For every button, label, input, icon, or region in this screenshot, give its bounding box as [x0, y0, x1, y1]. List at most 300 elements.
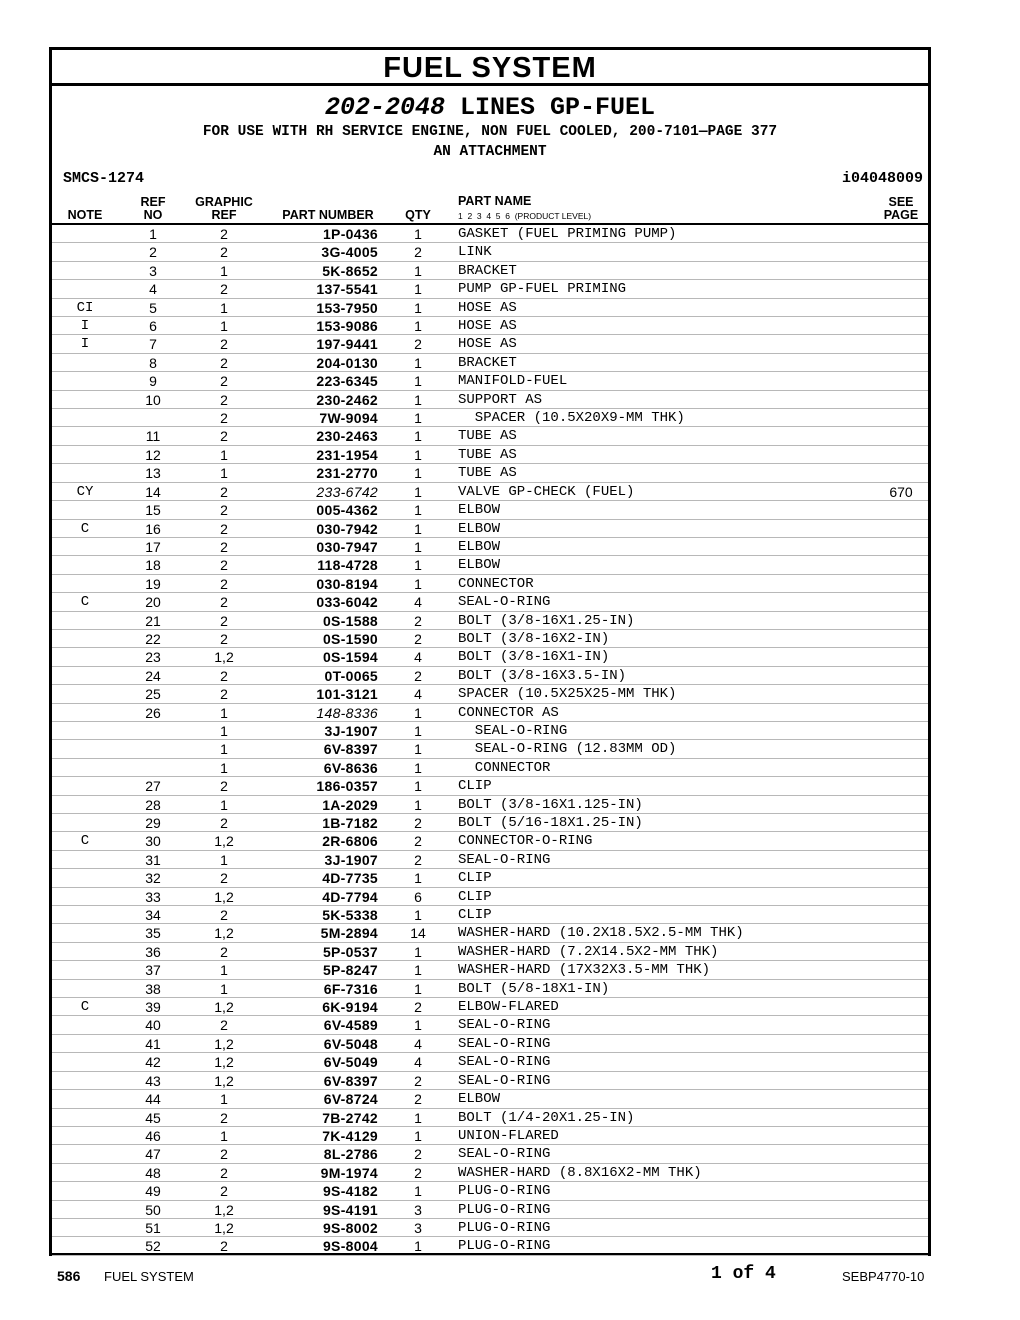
group-title [52, 94, 928, 122]
cell-ref-no: 38 [145, 980, 161, 997]
table-row [52, 648, 928, 666]
cell-qty: 4 [414, 1054, 422, 1071]
cell-graphic-ref: 2 [220, 1238, 228, 1255]
cell-part-number: 101-3121 [316, 686, 378, 703]
cell-part-name: SPACER (10.5X25X25-MM THK) [458, 686, 677, 703]
cell-part-number: 0S-1594 [322, 649, 378, 666]
cell-ref-no: 24 [145, 667, 161, 684]
cell-qty: 1 [414, 465, 422, 482]
cell-graphic-ref: 2 [220, 502, 228, 519]
col-part-number: PART NUMBER [282, 208, 374, 222]
cell-part-name: SEAL-O-RING [458, 594, 551, 611]
cell-ref-no: 26 [145, 704, 161, 721]
cell-graphic-ref: 2 [220, 244, 228, 261]
table-row [52, 685, 928, 703]
cell-part-name: SUPPORT AS [458, 391, 543, 408]
cell-ref-no: 7 [149, 336, 157, 353]
cell-qty: 1 [414, 446, 422, 463]
cell-qty: 1 [414, 299, 422, 316]
cell-graphic-ref: 1 [220, 759, 228, 776]
cell-ref-no: 3 [149, 262, 157, 279]
cell-graphic-ref: 2 [220, 281, 228, 298]
cell-graphic-ref: 2 [220, 815, 228, 831]
cell-qty: 1 [414, 520, 422, 537]
cell-graphic-ref: 2 [220, 1146, 228, 1163]
cell-part-number: 3J-1907 [324, 851, 378, 868]
cell-qty: 2 [414, 1164, 422, 1181]
table-row [52, 225, 928, 243]
table-row [52, 759, 928, 777]
cell-qty: 14 [410, 925, 426, 942]
cell-ref-no: 25 [145, 686, 161, 703]
cell-part-name: PLUG-O-RING [458, 1183, 551, 1200]
cell-part-name: PLUG-O-RING [458, 1201, 551, 1218]
cell-part-name: MANIFOLD-FUEL [458, 373, 568, 390]
table-row [52, 832, 928, 850]
cell-qty: 2 [414, 667, 422, 684]
cell-graphic-ref: 1 [220, 851, 228, 868]
cell-qty: 1 [414, 1017, 422, 1034]
table-row [52, 851, 928, 869]
cell-part-name: PLUG-O-RING [458, 1219, 551, 1236]
footer-sheet: 1 of 4 [711, 1264, 776, 1284]
cell-qty: 4 [414, 1035, 422, 1052]
cell-part-name: UNION-FLARED [458, 1127, 559, 1144]
cell-part-number: 005-4362 [316, 502, 378, 519]
cell-part-number: 197-9441 [316, 336, 378, 353]
table-row [52, 520, 928, 538]
cell-part-number: 6V-8397 [323, 1072, 378, 1089]
cell-part-number: 9S-8004 [322, 1238, 378, 1255]
cell-ref-no: 49 [145, 1183, 161, 1200]
table-row [52, 372, 928, 390]
cell-part-number: 0T-0065 [324, 667, 378, 684]
cell-graphic-ref: 2 [220, 226, 228, 242]
cell-graphic-ref: 1 [220, 980, 228, 997]
cell-part-number: 204-0130 [316, 354, 378, 371]
col-ref-no [118, 196, 188, 222]
cell-ref-no: 14 [145, 483, 161, 500]
group-number: 202-2048 [324, 93, 445, 122]
cell-graphic-ref: 2 [220, 943, 228, 960]
cell-ref-no: 15 [145, 502, 161, 519]
cell-part-number: 6V-5048 [323, 1035, 378, 1052]
cell-qty: 3 [414, 1201, 422, 1218]
cell-ref-no: 30 [145, 833, 161, 850]
col-graphic-ref [188, 196, 260, 222]
table-row [52, 409, 928, 427]
cell-qty: 1 [414, 704, 422, 721]
cell-ref-no: 46 [145, 1127, 161, 1144]
cell-qty: 1 [414, 741, 422, 758]
table-row [52, 556, 928, 574]
table-row [52, 538, 928, 556]
cell-note: C [80, 999, 90, 1016]
cell-graphic-ref: 2 [220, 594, 228, 611]
cell-part-name: WASHER-HARD (17X32X3.5-MM THK) [458, 962, 711, 979]
table-row [52, 427, 928, 445]
footer-section: FUEL SYSTEM [104, 1269, 194, 1284]
cell-graphic-ref: 2 [220, 520, 228, 537]
col-ref-no-bottom: NO [143, 208, 163, 222]
cell-qty: 2 [414, 244, 422, 261]
cell-part-name: SEAL-O-RING [458, 1146, 551, 1163]
col-see-page-top: SEE [888, 195, 914, 209]
cell-graphic-ref: 2 [220, 557, 228, 574]
cell-part-name: CONNECTOR AS [458, 704, 559, 721]
cell-graphic-ref: 1,2 [214, 833, 234, 850]
cell-qty: 3 [414, 1219, 422, 1236]
cell-part-number: 137-5541 [316, 281, 378, 298]
cell-note: C [80, 520, 90, 537]
cell-part-number: 6V-8724 [323, 1091, 378, 1108]
table-row [52, 1035, 928, 1053]
cell-part-name: BOLT (1/4-20X1.25-IN) [458, 1109, 635, 1126]
cell-note: I [80, 318, 90, 335]
cell-part-number: 030-8194 [316, 575, 378, 592]
cell-part-name: BOLT (3/8-16X2-IN) [458, 630, 610, 647]
cell-part-name: CLIP [458, 778, 492, 795]
cell-part-name: LINK [458, 244, 492, 261]
cell-ref-no: 4 [149, 281, 157, 298]
cell-part-number: 6V-5049 [323, 1054, 378, 1071]
table-row [52, 1090, 928, 1108]
smcs-code: SMCS-1274 [63, 170, 145, 187]
cell-ref-no: 42 [145, 1054, 161, 1071]
cell-part-name: SEAL-O-RING [458, 1072, 551, 1089]
table-row [52, 446, 928, 464]
cell-ref-no: 48 [145, 1164, 161, 1181]
table-row [52, 1053, 928, 1071]
cell-graphic-ref: 1 [220, 741, 228, 758]
cell-part-number: 5P-0537 [322, 943, 378, 960]
cell-qty: 1 [414, 318, 422, 335]
cell-ref-no: 5 [149, 299, 157, 316]
table-row [52, 593, 928, 611]
cell-ref-no: 35 [145, 925, 161, 942]
cell-qty: 1 [414, 226, 422, 242]
cell-graphic-ref: 2 [220, 667, 228, 684]
cell-graphic-ref: 2 [220, 870, 228, 887]
cell-qty: 1 [414, 538, 422, 555]
cell-part-number: 9S-4182 [322, 1183, 378, 1200]
cell-graphic-ref: 2 [220, 354, 228, 371]
cell-graphic-ref: 1,2 [214, 649, 234, 666]
cell-part-number: 231-2770 [316, 465, 378, 482]
cell-ref-no: 28 [145, 796, 161, 813]
cell-ref-no: 23 [145, 649, 161, 666]
cell-qty: 1 [414, 410, 422, 427]
cell-qty: 4 [414, 594, 422, 611]
cell-part-number: 148-8336 [316, 704, 378, 721]
cell-part-name: CONNECTOR [458, 759, 551, 776]
cell-part-name: TUBE AS [458, 446, 517, 463]
table-row [52, 1164, 928, 1182]
cell-graphic-ref: 2 [220, 1183, 228, 1200]
table-row [52, 998, 928, 1016]
cell-qty: 1 [414, 428, 422, 445]
cell-part-name: WASHER-HARD (10.2X18.5X2.5-MM THK) [458, 925, 744, 942]
cell-part-number: 6F-7316 [323, 980, 378, 997]
cell-qty: 2 [414, 1072, 422, 1089]
cell-graphic-ref: 1,2 [214, 888, 234, 905]
cell-ref-no: 45 [145, 1109, 161, 1126]
footer-page-number: 586 [57, 1268, 81, 1284]
cell-part-number: 2R-6806 [322, 833, 378, 850]
subtitle-line-1: FOR USE WITH RH SERVICE ENGINE, NON FUEL COOLED, 200-7101—PAGE 377 [202, 124, 778, 140]
cell-ref-no: 50 [145, 1201, 161, 1218]
cell-graphic-ref: 2 [220, 483, 228, 500]
cell-graphic-ref: 2 [220, 1109, 228, 1126]
section-title: FUEL SYSTEM [383, 52, 597, 84]
cell-part-name: ELBOW [458, 1091, 501, 1108]
cell-part-number: 118-4728 [317, 557, 378, 574]
cell-graphic-ref: 1,2 [214, 999, 234, 1016]
cell-qty: 1 [414, 870, 422, 887]
table-row [52, 888, 928, 906]
cell-ref-no: 43 [145, 1072, 161, 1089]
cell-qty: 1 [414, 354, 422, 371]
table-row [52, 814, 928, 832]
table-row [52, 1016, 928, 1034]
cell-part-number: 4D-7735 [322, 870, 378, 887]
cell-ref-no: 1 [149, 226, 157, 242]
col-see-page [860, 196, 942, 222]
cell-qty: 2 [414, 630, 422, 647]
cell-note: C [80, 833, 90, 850]
cell-qty: 1 [414, 1183, 422, 1200]
cell-part-number: 153-9086 [316, 318, 378, 335]
cell-qty: 2 [414, 833, 422, 850]
cell-graphic-ref: 1 [220, 1127, 228, 1144]
cell-ref-no: 47 [145, 1146, 161, 1163]
cell-graphic-ref: 2 [220, 907, 228, 924]
cell-part-number: 223-6345 [316, 373, 378, 390]
cell-part-name: BRACKET [458, 354, 517, 371]
cell-part-number: 8L-2786 [323, 1146, 378, 1163]
cell-part-number: 5P-8247 [322, 962, 378, 979]
cell-part-name: PUMP GP-FUEL PRIMING [458, 281, 627, 298]
cell-part-number: 033-6042 [316, 594, 378, 611]
table-row [52, 796, 928, 814]
parts-rows [52, 225, 928, 1256]
cell-graphic-ref: 1,2 [214, 1201, 234, 1218]
cell-part-number: 7K-4129 [322, 1127, 378, 1144]
cell-part-number: 186-0357 [316, 778, 378, 795]
table-row [52, 391, 928, 409]
cell-ref-no: 18 [145, 557, 161, 574]
cell-qty: 2 [414, 815, 422, 831]
cell-graphic-ref: 2 [220, 373, 228, 390]
cell-ref-no: 51 [145, 1219, 161, 1236]
cell-qty: 1 [414, 1109, 422, 1126]
cell-graphic-ref: 2 [220, 428, 228, 445]
cell-part-number: 030-7942 [316, 520, 378, 537]
cell-part-number: 7B-2742 [322, 1109, 378, 1126]
cell-part-name: CLIP [458, 907, 492, 924]
cell-note: CY [76, 483, 94, 500]
cell-part-number: 030-7947 [316, 538, 378, 555]
cell-part-name: BRACKET [458, 262, 517, 279]
cell-ref-no: 21 [145, 612, 161, 629]
cell-graphic-ref: 2 [220, 1017, 228, 1034]
cell-part-name: TUBE AS [458, 465, 517, 482]
table-row [52, 1145, 928, 1163]
section-title-box [52, 50, 928, 86]
table-row [52, 1127, 928, 1145]
cell-graphic-ref: 1 [220, 262, 228, 279]
cell-qty: 1 [414, 943, 422, 960]
cell-qty: 4 [414, 649, 422, 666]
table-row [52, 501, 928, 519]
cell-qty: 1 [414, 502, 422, 519]
cell-qty: 2 [414, 851, 422, 868]
cell-part-number: 6K-9194 [322, 999, 378, 1016]
cell-ref-no: 32 [145, 870, 161, 887]
col-see-page-bottom: PAGE [883, 208, 919, 222]
col-product-levels: 1 2 3 4 5 6 (PRODUCT LEVEL) [458, 211, 592, 221]
cell-ref-no: 9 [149, 373, 157, 390]
cell-part-name: SEAL-O-RING [458, 1017, 551, 1034]
cell-part-number: 5K-5338 [322, 907, 378, 924]
cell-part-number: 0S-1588 [322, 612, 378, 629]
cell-part-name: SEAL-O-RING [458, 1054, 551, 1071]
cell-qty: 2 [414, 1091, 422, 1108]
col-part-name [458, 195, 591, 223]
cell-graphic-ref: 1 [220, 318, 228, 335]
cell-graphic-ref: 1 [220, 704, 228, 721]
cell-graphic-ref: 1 [220, 299, 228, 316]
cell-qty: 1 [414, 759, 422, 776]
cell-qty: 1 [414, 391, 422, 408]
cell-part-number: 3G-4005 [321, 244, 378, 261]
cell-ref-no: 33 [145, 888, 161, 905]
cell-part-number: 5M-2894 [320, 925, 378, 942]
table-row [52, 722, 928, 740]
cell-qty: 1 [414, 483, 422, 500]
cell-part-name: PLUG-O-RING [458, 1238, 551, 1255]
cell-part-name: HOSE AS [458, 299, 517, 316]
col-graphic-ref-top: GRAPHIC [195, 195, 253, 209]
cell-graphic-ref: 2 [220, 686, 228, 703]
cell-ref-no: 20 [145, 594, 161, 611]
cell-graphic-ref: 1 [220, 465, 228, 482]
cell-part-name: WASHER-HARD (8.8X16X2-MM THK) [458, 1164, 702, 1181]
cell-part-number: 9S-8002 [322, 1219, 378, 1236]
cell-part-number: 6V-4589 [323, 1017, 378, 1034]
cell-ref-no: 40 [145, 1017, 161, 1034]
cell-qty: 1 [414, 373, 422, 390]
cell-graphic-ref: 1 [220, 962, 228, 979]
cell-ref-no: 16 [145, 520, 161, 537]
cell-part-number: 233-6742 [316, 483, 378, 500]
col-part-name-label: PART NAME [458, 194, 532, 208]
table-row [52, 317, 928, 335]
cell-graphic-ref: 2 [220, 410, 228, 427]
table-row [52, 1237, 928, 1255]
cell-graphic-ref: 1,2 [214, 1035, 234, 1052]
cell-ref-no: 11 [145, 428, 161, 445]
cell-see-page: 670 [889, 483, 913, 500]
cell-part-number: 1P-0436 [322, 226, 378, 242]
column-header [52, 192, 928, 225]
cell-qty: 1 [414, 778, 422, 795]
table-row [52, 243, 928, 261]
table-row [52, 354, 928, 372]
cell-part-number: 1A-2029 [322, 796, 378, 813]
cell-ref-no: 22 [145, 630, 161, 647]
cell-part-name: VALVE GP-CHECK (FUEL) [458, 483, 635, 500]
cell-graphic-ref: 1,2 [214, 925, 234, 942]
cell-part-name: ELBOW-FLARED [458, 999, 559, 1016]
cell-part-number: 230-2463 [316, 428, 378, 445]
table-row [52, 575, 928, 593]
cell-graphic-ref: 1 [220, 1091, 228, 1108]
cell-graphic-ref: 1 [220, 796, 228, 813]
cell-part-number: 230-2462 [316, 391, 378, 408]
cell-part-name: HOSE AS [458, 318, 517, 335]
cell-graphic-ref: 1 [220, 446, 228, 463]
parts-list-frame [49, 47, 931, 1256]
cell-ref-no: 17 [145, 538, 161, 555]
cell-part-number: 153-7950 [316, 299, 378, 316]
cell-graphic-ref: 1,2 [214, 1054, 234, 1071]
cell-graphic-ref: 2 [220, 630, 228, 647]
cell-ref-no: 10 [145, 391, 161, 408]
cell-part-name: BOLT (5/16-18X1.25-IN) [458, 815, 643, 831]
col-graphic-ref-bottom: REF [211, 208, 237, 222]
cell-note: C [80, 594, 90, 611]
cell-qty: 1 [414, 281, 422, 298]
cell-part-number: 6V-8636 [323, 759, 378, 776]
cell-part-number: 9S-4191 [322, 1201, 378, 1218]
cell-part-name: TUBE AS [458, 428, 517, 445]
table-row [52, 1109, 928, 1127]
cell-graphic-ref: 2 [220, 391, 228, 408]
cell-ref-no: 39 [145, 999, 161, 1016]
cell-part-number: 9M-1974 [320, 1164, 378, 1181]
cell-part-number: 231-1954 [316, 446, 378, 463]
smcs-row [52, 166, 928, 192]
cell-ref-no: 31 [145, 851, 161, 868]
table-row [52, 612, 928, 630]
table-row [52, 704, 928, 722]
cell-part-name: BOLT (3/8-16X1.125-IN) [458, 796, 643, 813]
cell-qty: 2 [414, 336, 422, 353]
cell-qty: 2 [414, 612, 422, 629]
cell-note: CI [76, 299, 94, 316]
table-row [52, 1182, 928, 1200]
cell-part-name: SEAL-O-RING [458, 851, 551, 868]
table-row [52, 630, 928, 648]
cell-graphic-ref: 2 [220, 778, 228, 795]
group-name: LINES GP-FUEL [460, 93, 656, 122]
cell-ref-no: 2 [149, 244, 157, 261]
cell-ref-no: 27 [145, 778, 161, 795]
cell-note: I [80, 336, 90, 353]
cell-ref-no: 37 [145, 962, 161, 979]
cell-qty: 1 [414, 980, 422, 997]
cell-part-name: WASHER-HARD (7.2X14.5X2-MM THK) [458, 943, 719, 960]
cell-graphic-ref: 2 [220, 575, 228, 592]
cell-part-name: SEAL-O-RING [458, 1035, 551, 1052]
cell-graphic-ref: 1,2 [214, 1072, 234, 1089]
cell-part-name: CONNECTOR-O-RING [458, 833, 593, 850]
cell-graphic-ref: 1 [220, 722, 228, 739]
cell-part-name: CLIP [458, 888, 492, 905]
table-row [52, 777, 928, 795]
table-row [52, 906, 928, 924]
